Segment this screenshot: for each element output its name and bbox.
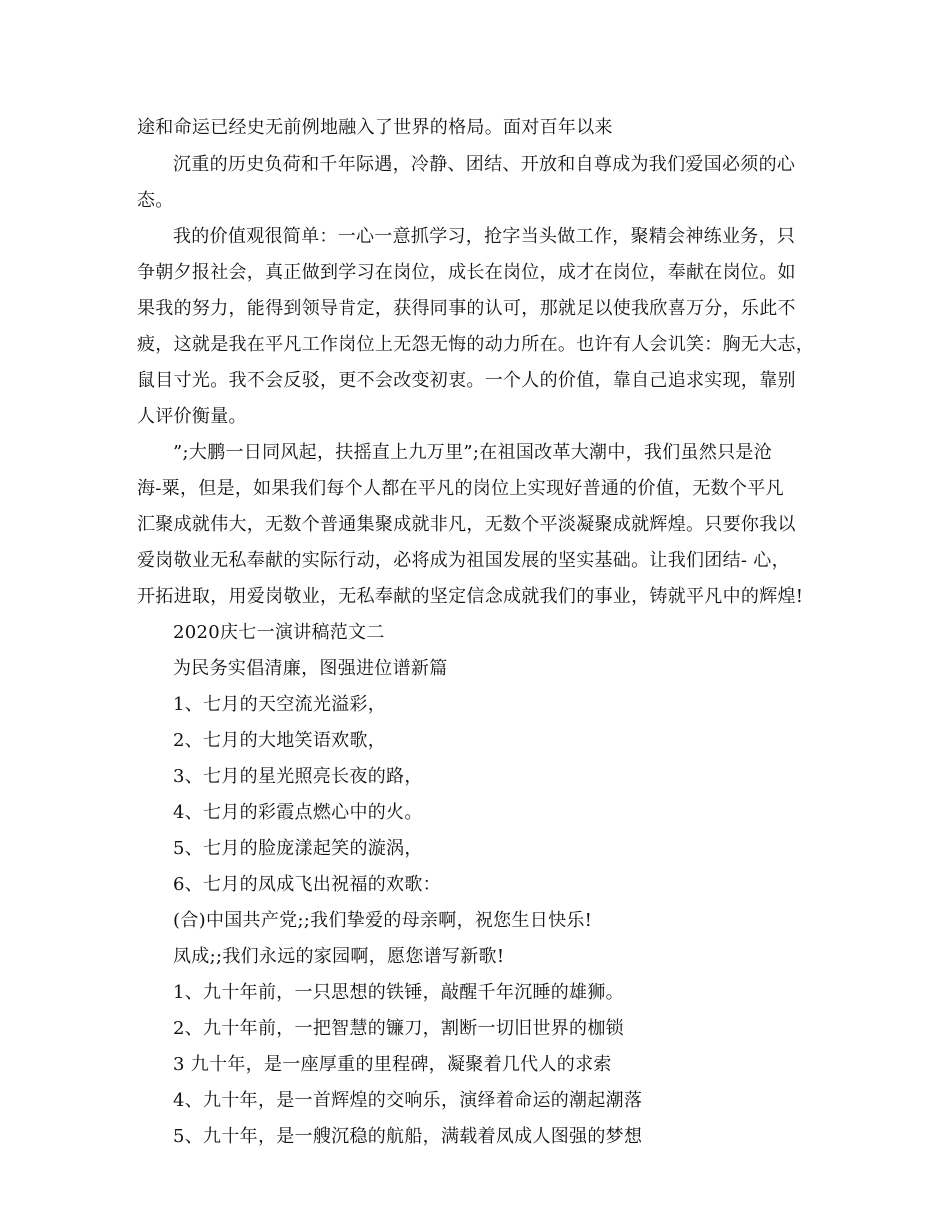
text-line: 凤成;;我们永远的家园啊，愿您谱写新歌! [173, 946, 505, 967]
text-line: 鼠目寸光。我不会反驳，更不会改变初衷。一个人的价值，靠自己追求实现，靠别 [137, 370, 796, 391]
text-line: 态。 [137, 190, 174, 211]
list-item: 2、九十年前，一把智慧的镰刀，割断一切旧世界的枷锁 [173, 1018, 624, 1039]
section-subtitle: 为民务实倡清廉，图强进位谱新篇 [173, 658, 448, 679]
text-line: 开拓进取，用爱岗敬业，无私奉献的坚定信念成就我们的事业，铸就平凡中的辉煌! [137, 586, 804, 607]
text-line: ”;大鹏一日同风起，扶摇直上九万里”;在祖国改革大潮中，我们虽然只是沧 [173, 442, 773, 463]
text-line: 海-粟，但是，如果我们每个人都在平凡的岗位上实现好普通的价值，无数个平凡 [137, 478, 784, 499]
list-item: 4、七月的彩霞点燃心中的火。 [173, 802, 423, 823]
text-line: 我的价值观很简单：一心一意抓学习，抢字当头做工作，聚精会神练业务，只 [173, 226, 796, 247]
list-item: 6、七月的凤成飞出祝福的欢歌： [173, 874, 441, 895]
text-line: 爱岗敬业无私奉献的实际行动，必将成为祖国发展的坚实基础。让我们团结- 心， [137, 550, 790, 571]
list-item: 5、九十年，是一艘沉稳的航船，满载着凤成人图强的梦想 [173, 1126, 643, 1147]
text-line: 途和命运已经史无前例地融入了世界的格局。面对百年以来 [137, 117, 613, 138]
list-item: 2、七月的大地笑语欢歌， [173, 730, 387, 751]
text-line: 汇聚成就伟大，无数个普通集聚成就非凡，无数个平淡凝聚成就辉煌。只要你我以 [137, 514, 796, 535]
text-line: 争朝夕报社会，真正做到学习在岗位，成长在岗位，成才在岗位，奉献在岗位。如 [137, 262, 796, 283]
list-item: 1、七月的天空流光溢彩， [173, 694, 387, 715]
text-line: 人评价衡量。 [137, 406, 247, 427]
text-line: 果我的努力，能得到领导肯定，获得同事的认可，那就足以使我欣喜万分，乐此不 [137, 298, 796, 319]
text-line: (合)中国共产党;;我们挚爱的母亲啊，祝您生日快乐! [173, 910, 593, 931]
list-item: 5、七月的脸庞漾起笑的漩涡， [173, 838, 423, 859]
text-line: 沉重的历史负荷和千年际遇，冷静、团结、开放和自尊成为我们爱国必须的心 [173, 154, 796, 175]
list-item: 3、七月的星光照亮长夜的路， [173, 766, 423, 787]
section-title: 2020庆七一演讲稿范文二 [173, 622, 385, 643]
list-item: 3 九十年，是一座厚重的里程碑，凝聚着几代人的求索 [173, 1054, 612, 1075]
list-item: 4、九十年，是一首辉煌的交响乐，演绎着命运的潮起潮落 [173, 1090, 643, 1111]
list-item: 1、九十年前，一只思想的铁锤，敲醒千年沉睡的雄狮。 [173, 982, 624, 1003]
text-line: 疲，这就是我在平凡工作岗位上无怨无悔的动力所在。也许有人会讥笑：胸无大志， [137, 334, 815, 355]
